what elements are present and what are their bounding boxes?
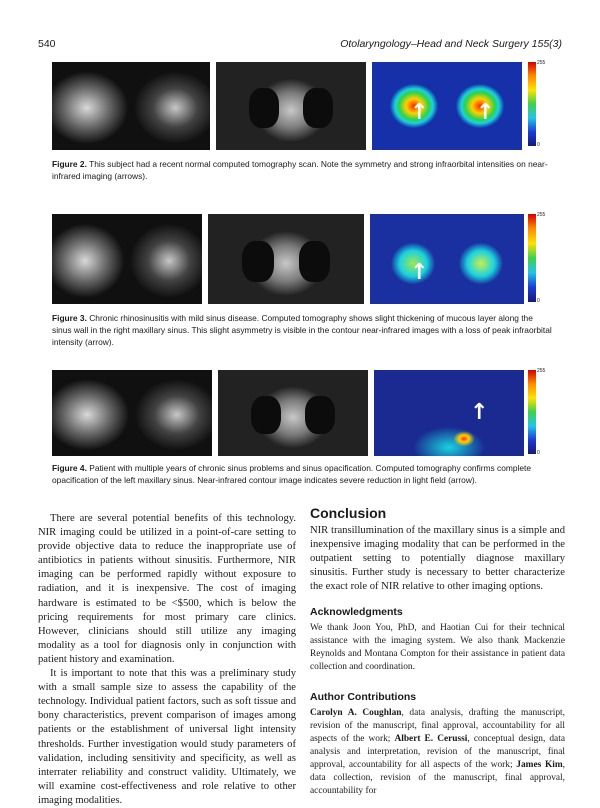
figure-2-contour-image xyxy=(372,62,522,150)
figure-3-images xyxy=(52,214,544,304)
author-name: James Kim xyxy=(516,759,563,770)
figure-4-contour-image xyxy=(374,370,524,456)
body-left-column xyxy=(38,512,296,808)
page-header xyxy=(38,38,562,52)
arrow-up-icon: ↑ xyxy=(476,100,495,125)
scale-min-label: 0 xyxy=(537,450,540,456)
caption-text: Chronic rhinosinusitis with mild sinus disease. Computed tomography shows slight thickening of mucous layer along the sinus wall in the right maxillary sinus. This slight asymmetry is visible in the contour near-infrared images with a loss of peak infraorbital intensity (arrow). xyxy=(52,313,552,347)
figure-3-nir-image xyxy=(52,214,202,304)
figure-4-nir-image xyxy=(52,370,212,456)
conclusion-text: NIR transillumination of the maxillary sinus is a simple and inexpensive imaging modality that can be performed in the outpatient setting to potentially diagnose maxillary sinusitis. Further study is necessary to better characterize the exact role of NIR relative to other imaging options. xyxy=(310,525,565,593)
figure-4-caption xyxy=(52,462,552,486)
arrow-up-icon: ↑ xyxy=(410,100,429,125)
intensity-scale-bar xyxy=(528,214,536,302)
body-paragraph: There are several potential benefits of this technology. NIR imaging could be utilized in a point-of-care setting to provide objective data to reduce the inappropriate use of antibiotics in patients without sinusitis. Furthermore, NIR imaging can be performed rapidly without exposure to radiation, and it is inexpensive. The cost of imaging hardware is estimated to be <$500, which is below the pricing requirements for most primary care clinics. However, clinicians should still utilize any imaging modality as a tool for diagnosis only in conjunction with patient history and examination. xyxy=(38,513,296,665)
acknowledgments-text: We thank Joon You, PhD, and Haotian Cui for their technical assistance with the imaging system. We also thank Mackenzie Reynolds and Montana Compton for their assistance in patient data collection and coordination. xyxy=(310,622,565,672)
figure-2-caption xyxy=(52,158,552,182)
intensity-scale-bar xyxy=(528,62,536,146)
author-contributions-text: Carolyn A. Coughlan, data analysis, drafting the manuscript, revision of the manuscript, final approval, accountability for all aspects of the work; Albert E. Cerussi, conceptual design, data analysis and interpretation, revision of the manuscript, final approval, accountability for all aspects of the work; James Kim, data collection, revision of the manuscript, final approval, accountability for xyxy=(310,707,565,796)
figure-3-ct-image xyxy=(208,214,364,304)
author-contributions-heading: Author Contributions xyxy=(310,690,417,703)
caption-text: Patient with multiple years of chronic sinus problems and sinus opacification. Computed tomography confirms complete opacification of the left maxillary sinus. Near-infrared contour image indicates severe reduction in light field (arrow). xyxy=(52,463,531,485)
arrow-up-icon: ↑ xyxy=(470,400,489,425)
scale-min-label: 0 xyxy=(537,142,540,148)
figure-4-ct-image xyxy=(218,370,368,456)
figure-3-contour-image xyxy=(370,214,524,304)
author-name: Albert E. Cerussi xyxy=(394,733,468,744)
body-right-column xyxy=(310,506,565,798)
figure-label: Figure 2. xyxy=(52,159,87,169)
figure-3-caption xyxy=(52,312,552,348)
journal-title: Otolaryngology–Head and Neck Surgery 155(3) xyxy=(340,38,562,50)
intensity-scale-bar xyxy=(528,370,536,454)
caption-text: This subject had a recent normal computed tomography scan. Note the symmetry and strong infraorbital intensities on near-infrared imaging (arrows). xyxy=(52,159,548,181)
scale-max-label: 255 xyxy=(537,368,546,374)
scale-min-label: 0 xyxy=(537,298,540,304)
scale-max-label: 255 xyxy=(537,60,546,66)
figure-label: Figure 4. xyxy=(52,463,87,473)
acknowledgments-heading: Acknowledgments xyxy=(310,605,403,618)
scale-max-label: 255 xyxy=(537,212,546,218)
body-paragraph: It is important to note that this was a preliminary study with a small sample size to assess the capability of the technology. Individual patient factors, such as soft tissue and bony characteristics, prevent comparison of images among patients or the establishment of universal light intensity thresholds. Further investigation would study parameters of validation, including sensitivity and specificity, as well as interrater reliability and construct validity. Ultimately, we will examine cost-effectiveness and role relative to other imaging modalities. xyxy=(38,668,296,806)
author-name: Carolyn A. Coughlan xyxy=(310,707,402,718)
figure-4-images xyxy=(52,370,544,456)
page-number: 540 xyxy=(38,38,56,50)
conclusion-heading: Conclusion xyxy=(310,505,387,521)
figure-label: Figure 3. xyxy=(52,313,87,323)
arrow-up-icon: ↑ xyxy=(410,260,429,285)
figure-2-images xyxy=(52,62,544,150)
figure-2-nir-image xyxy=(52,62,210,150)
figure-2-ct-image xyxy=(216,62,366,150)
